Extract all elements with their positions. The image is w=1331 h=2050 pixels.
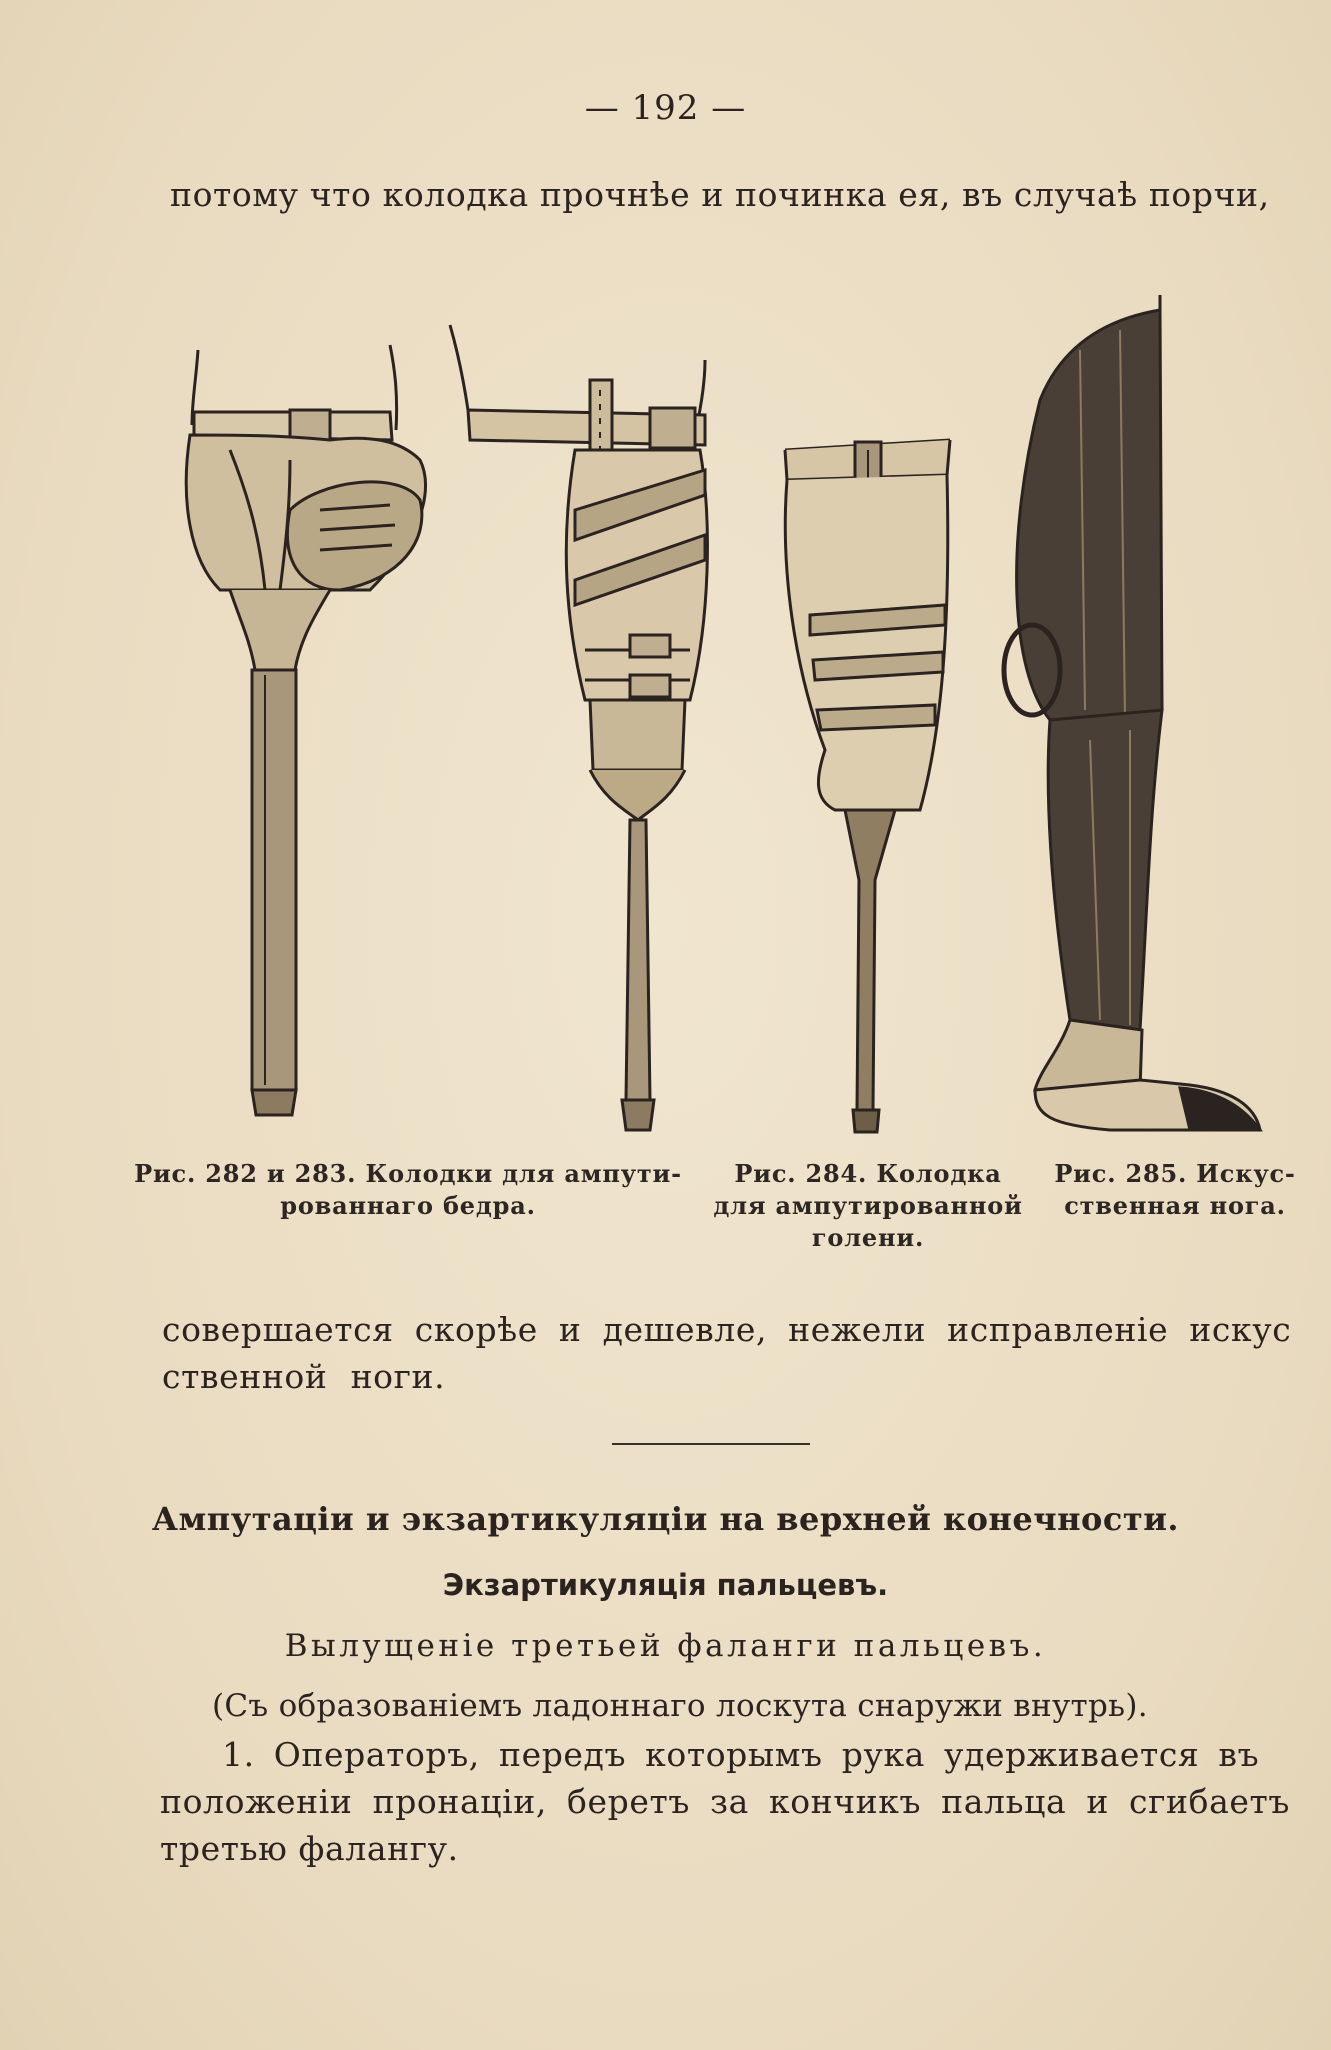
paragraph-line-1: 1. Операторъ, передъ которымъ рука удерживается въ	[222, 1735, 1260, 1774]
caption-fig-285	[1040, 1158, 1310, 1222]
shin-peg-prosthesis-illustration	[775, 420, 975, 1140]
thigh-peg-prosthesis-illustration	[170, 340, 440, 1140]
paragraph-line-2: положеніи пронаціи, беретъ за кончикъ пальца и сгибаетъ	[160, 1782, 1290, 1821]
text-line-top: потому что колодка прочнѣе и починка ея, въ случаѣ порчи,	[170, 175, 1270, 214]
caption-line: голени.	[811, 1223, 925, 1252]
paragraph-line-3: третью фалангу.	[160, 1829, 459, 1868]
caption-line: Рис. 285. Искус-	[1054, 1159, 1296, 1188]
text-line-continuation-2: ственной ноги.	[162, 1357, 446, 1396]
section-heading: Ампутаціи и экзартикуляціи на верхней конечности.	[151, 1500, 1180, 1538]
section-third-heading: Вылущеніе третьей фаланги пальцевъ.	[284, 1628, 1047, 1664]
caption-line: ственная нога.	[1064, 1191, 1286, 1220]
caption-line: для ампутированной	[713, 1191, 1023, 1220]
section-subheading: Экзартикуляція пальцевъ.	[442, 1568, 889, 1602]
caption-line: рованнаго бедра.	[280, 1191, 536, 1220]
section-divider	[612, 1443, 810, 1445]
caption-fig-284	[708, 1158, 1028, 1254]
page-number: — 192 —	[584, 88, 747, 128]
thigh-peg-strapped-illustration	[450, 320, 730, 1140]
parenthetical-line: (Съ образованіемъ ладоннаго лоскута снаружи внутрь).	[212, 1688, 1148, 1724]
caption-fig-282-283	[128, 1158, 688, 1222]
caption-line: Рис. 284. Колодка	[734, 1159, 1002, 1188]
text-line-continuation-1: совершается скорѣе и дешевле, нежели исправленіе искус	[162, 1310, 1292, 1349]
caption-line: Рис. 282 и 283. Колодки для ампути-	[134, 1159, 682, 1188]
artificial-leg-illustration	[990, 290, 1270, 1140]
